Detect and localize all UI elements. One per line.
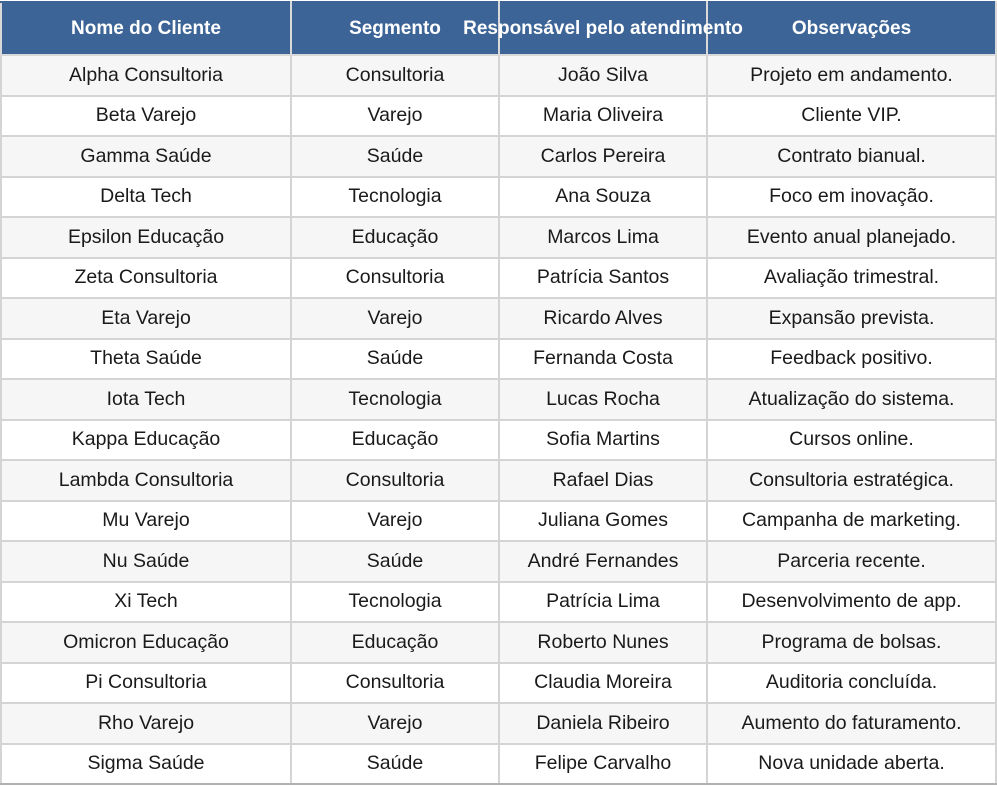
- cell-segment[interactable]: Consultoria: [291, 55, 499, 96]
- header-notes[interactable]: Observações: [707, 2, 996, 55]
- cell-notes[interactable]: Contrato bianual.: [707, 136, 996, 177]
- table-row: [1, 703, 996, 744]
- cell-segment[interactable]: Educação: [291, 217, 499, 258]
- cell-responsible[interactable]: Patrícia Lima: [499, 582, 707, 623]
- cell-responsible[interactable]: Marcos Lima: [499, 217, 707, 258]
- cell-client-name[interactable]: Beta Varejo: [1, 96, 291, 137]
- cell-segment[interactable]: Tecnologia: [291, 582, 499, 623]
- cell-segment[interactable]: Saúde: [291, 541, 499, 582]
- cell-notes[interactable]: Evento anual planejado.: [707, 217, 996, 258]
- table-row: [1, 55, 996, 96]
- table-row: [1, 339, 996, 380]
- cell-responsible[interactable]: Rafael Dias: [499, 460, 707, 501]
- table-row: [1, 663, 996, 704]
- cell-segment[interactable]: Consultoria: [291, 663, 499, 704]
- cell-client-name[interactable]: Delta Tech: [1, 177, 291, 218]
- cell-notes[interactable]: Cursos online.: [707, 420, 996, 461]
- cell-client-name[interactable]: Sigma Saúde: [1, 744, 291, 785]
- cell-client-name[interactable]: Pi Consultoria: [1, 663, 291, 704]
- cell-segment[interactable]: Varejo: [291, 501, 499, 542]
- cell-client-name[interactable]: Eta Varejo: [1, 298, 291, 339]
- table-row: [1, 541, 996, 582]
- cell-segment[interactable]: Saúde: [291, 744, 499, 785]
- cell-notes[interactable]: Projeto em andamento.: [707, 55, 996, 96]
- table-row: [1, 501, 996, 542]
- table-row: [1, 420, 996, 461]
- table-row: [1, 177, 996, 218]
- table-row: [1, 379, 996, 420]
- table-row: [1, 460, 996, 501]
- cell-responsible[interactable]: Felipe Carvalho: [499, 744, 707, 785]
- cell-responsible[interactable]: Juliana Gomes: [499, 501, 707, 542]
- cell-client-name[interactable]: Zeta Consultoria: [1, 258, 291, 299]
- cell-responsible[interactable]: Daniela Ribeiro: [499, 703, 707, 744]
- cell-notes[interactable]: Programa de bolsas.: [707, 622, 996, 663]
- cell-notes[interactable]: Desenvolvimento de app.: [707, 582, 996, 623]
- cell-responsible[interactable]: Sofia Martins: [499, 420, 707, 461]
- table-row: [1, 258, 996, 299]
- cell-notes[interactable]: Auditoria concluída.: [707, 663, 996, 704]
- cell-notes[interactable]: Expansão prevista.: [707, 298, 996, 339]
- cell-notes[interactable]: Cliente VIP.: [707, 96, 996, 137]
- cell-segment[interactable]: Saúde: [291, 136, 499, 177]
- header-responsible-clip: [463, 17, 743, 40]
- table-row: [1, 622, 996, 663]
- cell-notes[interactable]: Campanha de marketing.: [707, 501, 996, 542]
- cell-responsible[interactable]: Claudia Moreira: [499, 663, 707, 704]
- cell-notes[interactable]: Aumento do faturamento.: [707, 703, 996, 744]
- cell-client-name[interactable]: Lambda Consultoria: [1, 460, 291, 501]
- header-segment[interactable]: Segmento: [291, 2, 499, 55]
- cell-segment[interactable]: Consultoria: [291, 258, 499, 299]
- cell-responsible[interactable]: Roberto Nunes: [499, 622, 707, 663]
- cell-responsible[interactable]: Carlos Pereira: [499, 136, 707, 177]
- cell-client-name[interactable]: Iota Tech: [1, 379, 291, 420]
- cell-notes[interactable]: Nova unidade aberta.: [707, 744, 996, 785]
- table-row: [1, 582, 996, 623]
- cell-segment[interactable]: Saúde: [291, 339, 499, 380]
- cell-notes[interactable]: Consultoria estratégica.: [707, 460, 996, 501]
- header-client-name[interactable]: Nome do Cliente: [1, 2, 291, 55]
- cell-client-name[interactable]: Mu Varejo: [1, 501, 291, 542]
- cell-segment[interactable]: Tecnologia: [291, 379, 499, 420]
- cell-client-name[interactable]: Omicron Educação: [1, 622, 291, 663]
- cell-segment[interactable]: Varejo: [291, 703, 499, 744]
- cell-segment[interactable]: Varejo: [291, 96, 499, 137]
- cell-client-name[interactable]: Xi Tech: [1, 582, 291, 623]
- cell-responsible[interactable]: Lucas Rocha: [499, 379, 707, 420]
- cell-segment[interactable]: Tecnologia: [291, 177, 499, 218]
- table-body: [1, 55, 996, 784]
- cell-client-name[interactable]: Alpha Consultoria: [1, 55, 291, 96]
- cell-responsible[interactable]: Fernanda Costa: [499, 339, 707, 380]
- client-table: [0, 1, 997, 785]
- cell-segment[interactable]: Varejo: [291, 298, 499, 339]
- cell-responsible[interactable]: João Silva: [499, 55, 707, 96]
- cell-notes[interactable]: Atualização do sistema.: [707, 379, 996, 420]
- cell-client-name[interactable]: Epsilon Educação: [1, 217, 291, 258]
- header-responsible[interactable]: [463, 2, 743, 55]
- cell-client-name[interactable]: Nu Saúde: [1, 541, 291, 582]
- cell-client-name[interactable]: Kappa Educação: [1, 420, 291, 461]
- table-row: [1, 96, 996, 137]
- cell-client-name[interactable]: Theta Saúde: [1, 339, 291, 380]
- cell-segment[interactable]: Consultoria: [291, 460, 499, 501]
- cell-responsible[interactable]: André Fernandes: [499, 541, 707, 582]
- cell-notes[interactable]: Avaliação trimestral.: [707, 258, 996, 299]
- header-responsible-text: Responsável pelo atendimento: [463, 17, 743, 39]
- cell-segment[interactable]: Educação: [291, 622, 499, 663]
- table-row: [1, 298, 996, 339]
- table-row: [1, 744, 996, 785]
- cell-responsible[interactable]: Ana Souza: [499, 177, 707, 218]
- table-row: [1, 136, 996, 177]
- cell-client-name[interactable]: Rho Varejo: [1, 703, 291, 744]
- table-header: [1, 2, 996, 55]
- cell-notes[interactable]: Parceria recente.: [707, 541, 996, 582]
- cell-responsible[interactable]: Patrícia Santos: [499, 258, 707, 299]
- table-row: [1, 217, 996, 258]
- cell-segment[interactable]: Educação: [291, 420, 499, 461]
- cell-notes[interactable]: Feedback positivo.: [707, 339, 996, 380]
- cell-client-name[interactable]: Gamma Saúde: [1, 136, 291, 177]
- cell-notes[interactable]: Foco em inovação.: [707, 177, 996, 218]
- header-row: [1, 2, 996, 55]
- cell-responsible[interactable]: Ricardo Alves: [499, 298, 707, 339]
- cell-responsible[interactable]: Maria Oliveira: [499, 96, 707, 137]
